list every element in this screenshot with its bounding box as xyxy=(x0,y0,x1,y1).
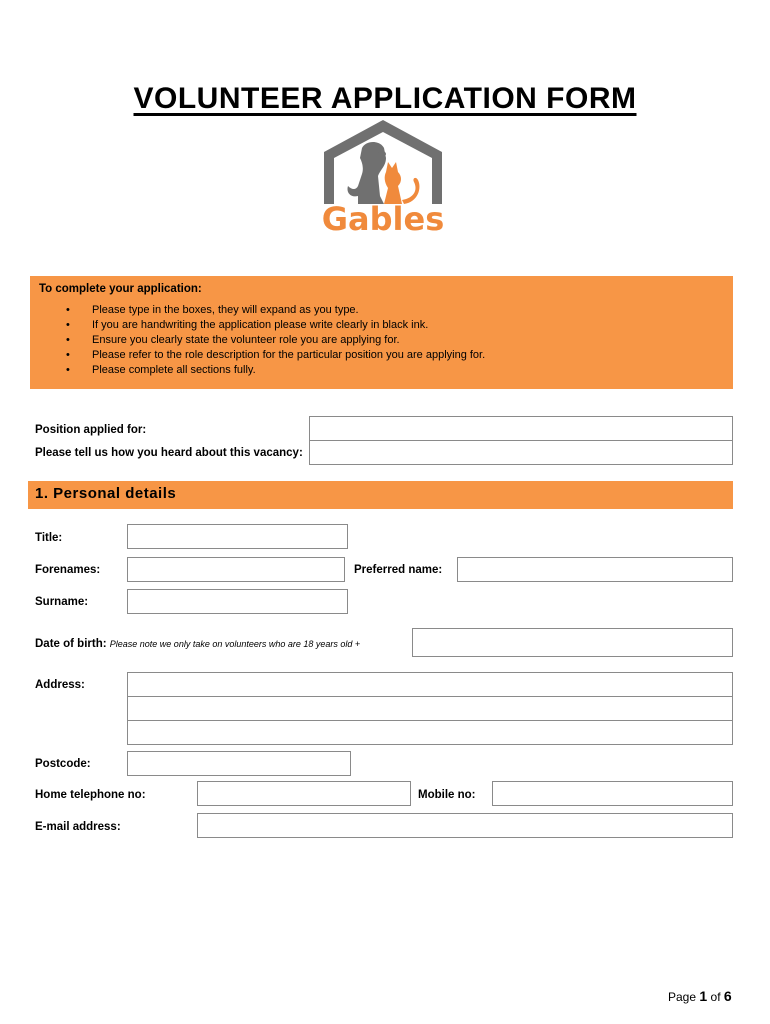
email-label: E-mail address: xyxy=(35,821,121,833)
dob-label-row xyxy=(35,638,360,650)
instructions-list xyxy=(66,303,485,378)
forenames-label: Forenames: xyxy=(35,564,101,576)
instruction-item: • Please type in the boxes, they will expand as you type. xyxy=(66,303,485,318)
surname-input[interactable] xyxy=(127,589,348,614)
instruction-item: • Please complete all sections fully. xyxy=(66,363,485,378)
instruction-item: • Ensure you clearly state the volunteer role you are applying for. xyxy=(66,333,485,348)
logo-wordmark: Gables xyxy=(321,200,445,238)
section-title: 1. Personal details xyxy=(35,485,177,502)
page-total: 6 xyxy=(723,988,732,1004)
surname-label: Surname: xyxy=(35,596,89,608)
dob-input[interactable] xyxy=(412,628,733,657)
page-number xyxy=(668,988,732,1004)
email-input[interactable] xyxy=(197,813,733,838)
instruction-item: • If you are handwriting the application please write clearly in black ink. xyxy=(66,318,485,333)
address-line-3-input[interactable] xyxy=(127,721,733,745)
page-current: 1 xyxy=(699,988,708,1004)
title-label: Title: xyxy=(35,532,63,544)
mobile-label: Mobile no: xyxy=(418,789,476,801)
title-input[interactable] xyxy=(127,524,348,549)
postcode-input[interactable] xyxy=(127,751,351,776)
of-word: of xyxy=(710,990,721,1004)
address-line-2-input[interactable] xyxy=(127,697,733,721)
address-label: Address: xyxy=(35,679,85,691)
forenames-input[interactable] xyxy=(127,557,345,582)
preferred-name-label: Preferred name: xyxy=(354,564,443,576)
instructions-heading: To complete your application: xyxy=(39,283,202,295)
home-telephone-input[interactable] xyxy=(197,781,411,806)
position-input[interactable] xyxy=(309,416,733,441)
preferred-name-input[interactable] xyxy=(457,557,733,582)
mobile-input[interactable] xyxy=(492,781,733,806)
address-line-1-input[interactable] xyxy=(127,672,733,697)
heard-input[interactable] xyxy=(309,440,733,465)
dob-note: Please note we only take on volunteers who are 18 years old + xyxy=(109,639,361,649)
postcode-label: Postcode: xyxy=(35,758,91,770)
form-title: VOLUNTEER APPLICATION FORM xyxy=(133,82,637,115)
page-word: Page xyxy=(668,990,697,1004)
position-label: Position applied for: xyxy=(35,424,147,436)
dob-label: Date of birth: xyxy=(35,638,107,650)
instruction-item: • Please refer to the role description for the particular position you are applying for. xyxy=(66,348,485,363)
heard-label: Please tell us how you heard about this vacancy: xyxy=(35,447,303,459)
home-telephone-label: Home telephone no: xyxy=(35,789,146,801)
